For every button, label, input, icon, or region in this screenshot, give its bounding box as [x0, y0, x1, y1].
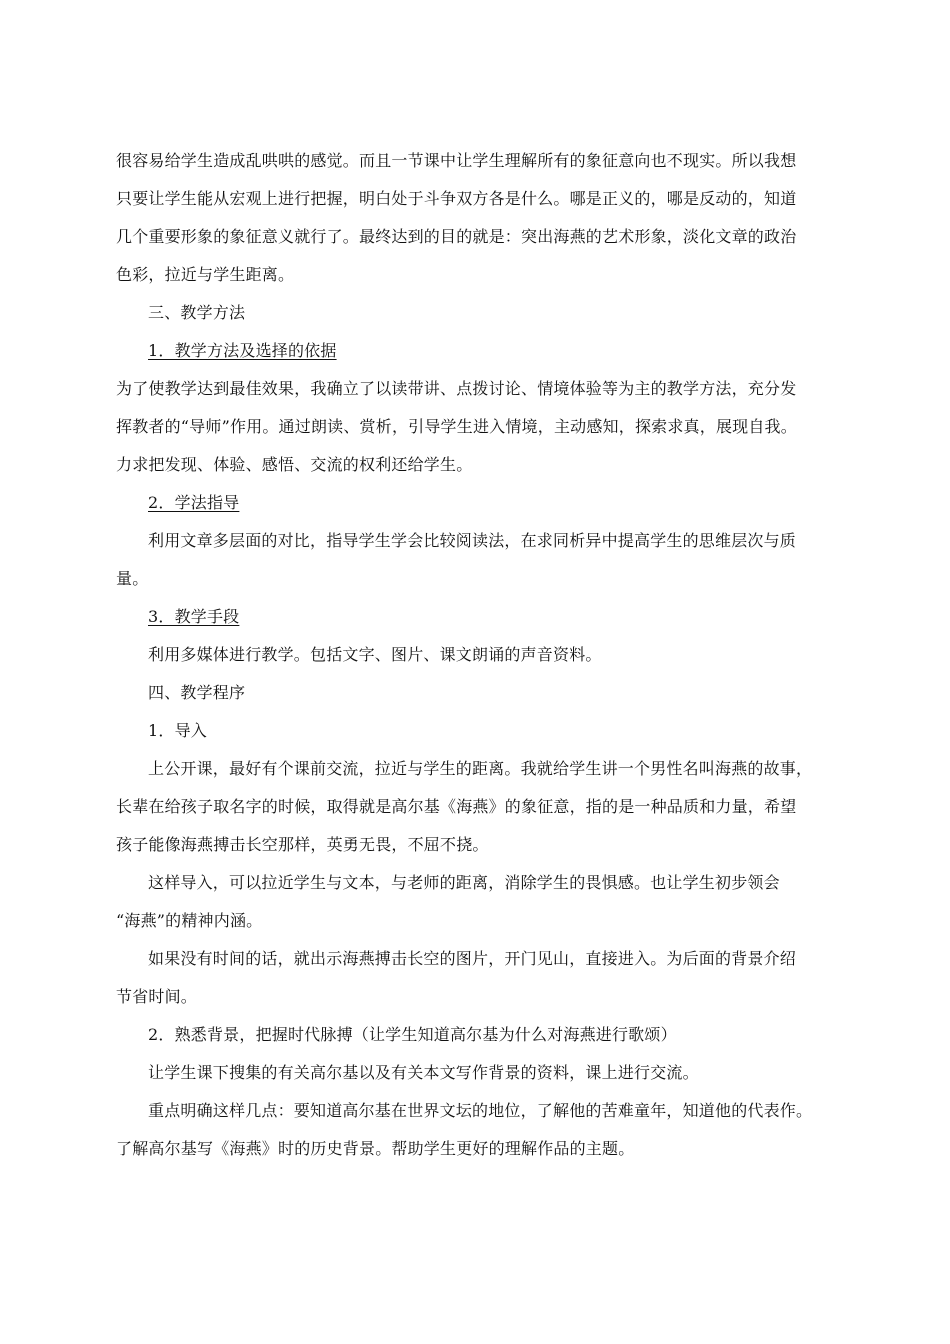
paragraph-line: 利用文章多层面的对比，指导学生学会比较阅读法，在求同析异中提高学生的思维层次与质: [148, 531, 797, 550]
paragraph-line: 量。: [116, 569, 149, 588]
paragraph-line: “海燕”的精神内涵。: [116, 911, 263, 930]
paragraph-line: 力求把发现、体验、感悟、交流的权利还给学生。: [116, 455, 473, 474]
subheading-method-basis: 1．教学方法及选择的依据: [148, 341, 337, 360]
subheading-background: 2．熟悉背景，把握时代脉搏（让学生知道高尔基为什么对海燕进行歌颂）: [148, 1025, 677, 1044]
paragraph-line: 只要让学生能从宏观上进行把握，明白处于斗争双方各是什么。哪是正义的，哪是反动的，知道: [116, 189, 797, 208]
paragraph-line: 了解高尔基写《海燕》时的历史背景。帮助学生更好的理解作品的主题。: [116, 1139, 635, 1158]
section-heading-procedure: 四、教学程序: [148, 683, 246, 702]
paragraph-line: 长辈在给孩子取名字的时候，取得就是高尔基《海燕》的象征意，指的是一种品质和力量，希望: [116, 797, 797, 816]
subheading-introduction: 1．导入: [148, 721, 207, 740]
paragraph-line: 如果没有时间的话，就出示海燕搏击长空的图片，开门见山，直接进入。为后面的背景介绍: [148, 949, 797, 968]
paragraph-line: 色彩，拉近与学生距离。: [116, 265, 295, 284]
paragraph-line: 利用多媒体进行教学。包括文字、图片、课文朗诵的声音资料。: [148, 645, 602, 664]
paragraph-line: 节省时间。: [116, 987, 198, 1006]
section-heading-methods: 三、教学方法: [148, 303, 246, 322]
subheading-study-guidance: 2．学法指导: [148, 493, 240, 512]
paragraph-line: 很容易给学生造成乱哄哄的感觉。而且一节课中让学生理解所有的象征意向也不现实。所以我想: [116, 151, 797, 170]
subheading-teaching-means: 3．教学手段: [148, 607, 240, 626]
paragraph-line: 为了使教学达到最佳效果，我确立了以读带讲、点拨讨论、情境体验等为主的教学方法，充分发: [116, 379, 797, 398]
paragraph-line: 挥教者的“导师”作用。通过朗读、赏析，引导学生进入情境，主动感知，探索求真，展现自我。: [116, 417, 797, 436]
paragraph-line: 重点明确这样几点：要知道高尔基在世界文坛的地位，了解他的苦难童年，知道他的代表作。: [148, 1101, 813, 1120]
paragraph-line: 几个重要形象的象征意义就行了。最终达到的目的就是：突出海燕的艺术形象，淡化文章的政治: [116, 227, 797, 246]
paragraph-line: 让学生课下搜集的有关高尔基以及有关本文写作背景的资料，课上进行交流。: [148, 1063, 699, 1082]
paragraph-line: 这样导入，可以拉近学生与文本，与老师的距离，消除学生的畏惧感。也让学生初步领会: [148, 873, 780, 892]
paragraph-line: 上公开课，最好有个课前交流，拉近与学生的距离。我就给学生讲一个男性名叫海燕的故事，: [148, 759, 813, 778]
paragraph-line: 孩子能像海燕搏击长空那样，英勇无畏，不屈不挠。: [116, 835, 489, 854]
